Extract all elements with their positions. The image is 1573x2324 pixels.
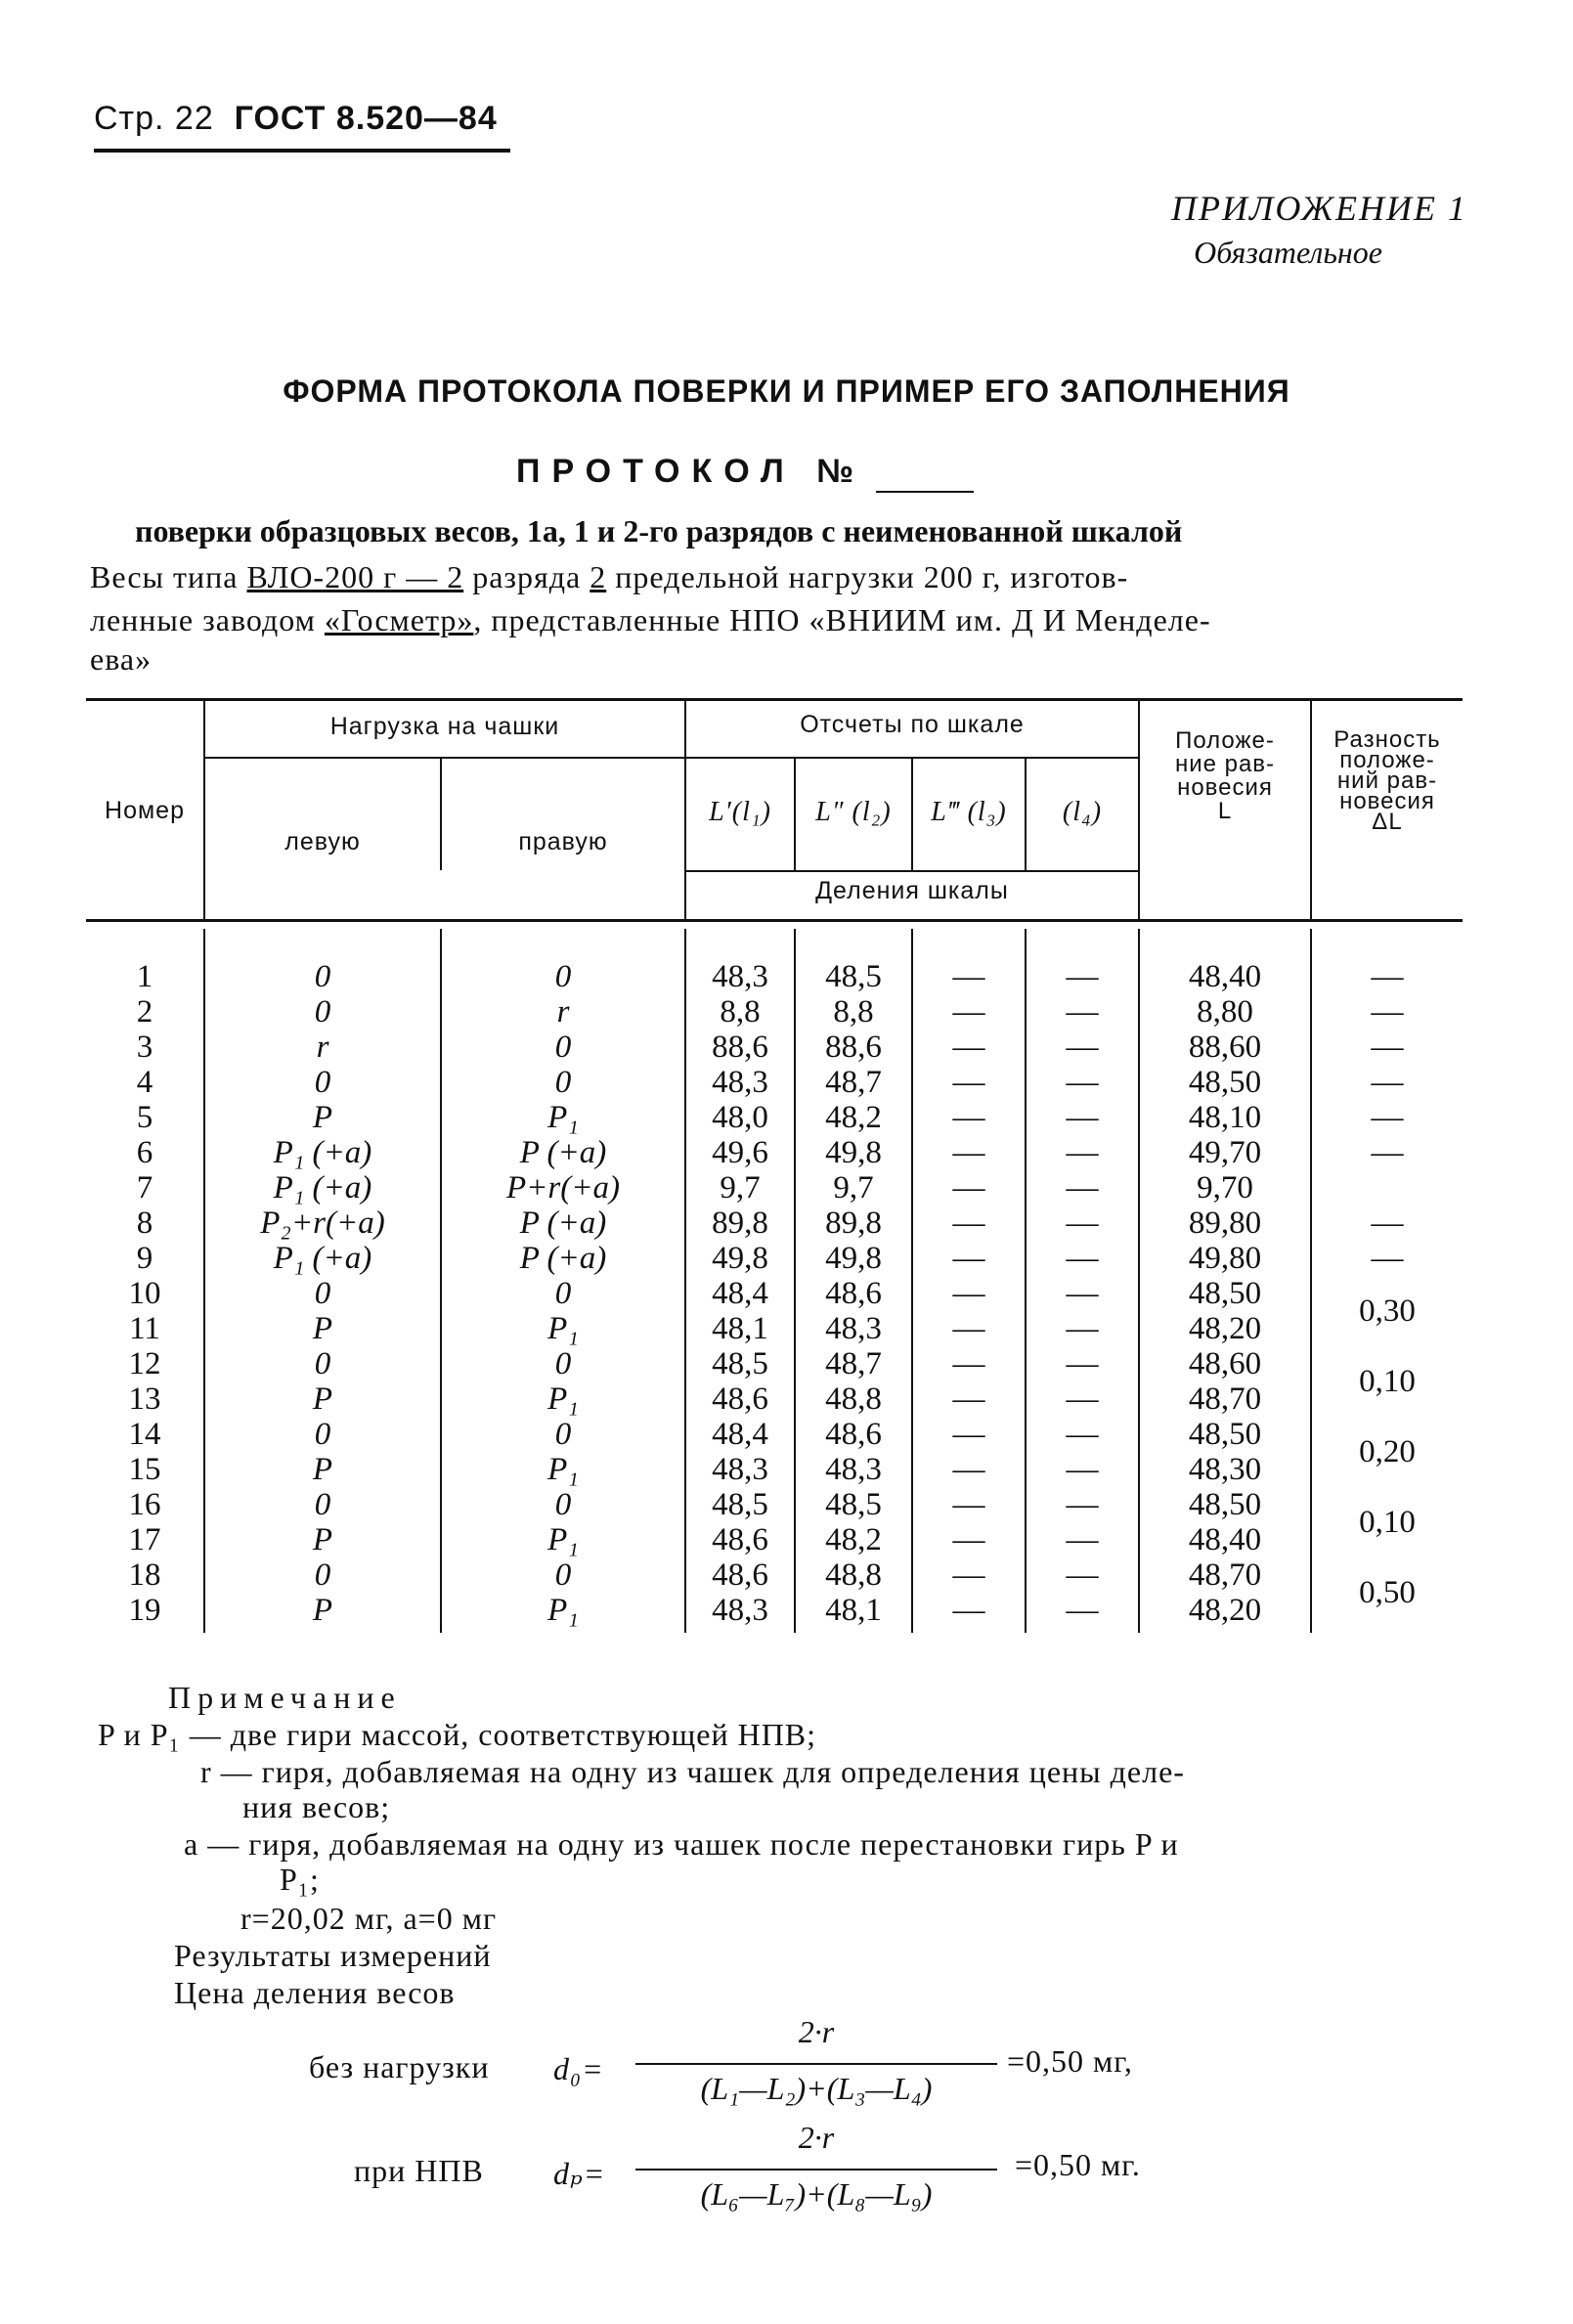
cell-position: 48,50 bbox=[1188, 1487, 1262, 1522]
cell-l1: 49,6 bbox=[712, 1135, 768, 1170]
cell-l2: 89,8 bbox=[825, 1206, 882, 1241]
cell-number: 13 bbox=[128, 1381, 161, 1417]
cell-l2: 48,6 bbox=[825, 1276, 882, 1311]
protocol-subtitle: поверки образцовых весов, 1а, 1 и 2-го разрядов с неименованной шкалой bbox=[135, 513, 1183, 548]
cell-left-load: 0 bbox=[314, 994, 331, 1030]
cell-l1: 49,8 bbox=[712, 1241, 768, 1276]
cell-l1: 48,4 bbox=[712, 1417, 768, 1452]
cell-l2: 48,2 bbox=[825, 1522, 882, 1557]
cell-position: 9,70 bbox=[1197, 1170, 1253, 1206]
cell-right-load: 0 bbox=[554, 1030, 572, 1065]
cell-diff: — bbox=[1371, 1206, 1404, 1241]
cell-l4: — bbox=[1066, 1170, 1099, 1206]
cell-number: 2 bbox=[136, 994, 153, 1030]
formula-2-numerator: 2·r bbox=[798, 2120, 835, 2155]
cell-right-load: 0 bbox=[554, 959, 572, 994]
cell-l2: 8,8 bbox=[833, 994, 874, 1030]
cell-diff: 0,10 bbox=[1359, 1364, 1416, 1399]
cell-l1: 48,6 bbox=[712, 1522, 768, 1557]
protocol-title: ПРОТОКОЛ № bbox=[516, 453, 866, 490]
cell-l3: — bbox=[952, 1593, 985, 1628]
cell-l3: — bbox=[952, 1276, 985, 1311]
protocol-number-blank bbox=[876, 491, 974, 493]
cell-diff: 0,30 bbox=[1359, 1294, 1416, 1329]
cell-l3: — bbox=[952, 1557, 985, 1593]
cell-right-load: r bbox=[556, 994, 570, 1030]
cell-position: 48,30 bbox=[1188, 1452, 1262, 1487]
results-label: Результаты измерений bbox=[174, 1938, 492, 1973]
formula-2-bar bbox=[635, 2169, 997, 2171]
cell-l2: 48,3 bbox=[825, 1452, 882, 1487]
cell-l4: — bbox=[1066, 1065, 1099, 1100]
cell-right-load: P₁ bbox=[547, 1311, 579, 1346]
cell-l4: — bbox=[1066, 1557, 1099, 1593]
cell-number: 11 bbox=[129, 1311, 160, 1346]
cell-l3: — bbox=[952, 1170, 985, 1206]
th-l2: L″ (l₂) bbox=[815, 797, 892, 827]
cell-l3: — bbox=[952, 1241, 985, 1276]
cell-l1: 48,3 bbox=[712, 1065, 768, 1100]
cell-l3: — bbox=[952, 959, 985, 994]
cell-l4: — bbox=[1066, 959, 1099, 994]
cell-number: 15 bbox=[128, 1452, 161, 1487]
cell-l3: — bbox=[952, 994, 985, 1030]
cell-l1: 48,1 bbox=[712, 1311, 768, 1346]
cell-l3: — bbox=[952, 1346, 985, 1381]
cell-l4: — bbox=[1066, 994, 1099, 1030]
cell-l1: 48,3 bbox=[712, 959, 768, 994]
cell-l4: — bbox=[1066, 1452, 1099, 1487]
cell-position: 48,50 bbox=[1188, 1065, 1262, 1100]
header-rule-1 bbox=[205, 757, 1138, 759]
page-header bbox=[94, 100, 498, 138]
standard-code: ГОСТ 8.520—84 bbox=[234, 100, 498, 137]
cell-l3: — bbox=[952, 1452, 985, 1487]
cell-l1: 48,4 bbox=[712, 1276, 768, 1311]
note-2b: ния весов; bbox=[242, 1789, 391, 1824]
cell-left-load: 0 bbox=[314, 1557, 331, 1593]
cell-diff: — bbox=[1371, 1135, 1404, 1170]
cell-position: 48,20 bbox=[1188, 1593, 1262, 1628]
cell-l3: — bbox=[952, 1206, 985, 1241]
division-label: Цена деления весов bbox=[174, 1975, 456, 2010]
cell-left-load: P₁ (+a) bbox=[273, 1135, 372, 1170]
cell-left-load: r bbox=[316, 1030, 329, 1065]
cell-position: 49,80 bbox=[1188, 1241, 1262, 1276]
formula-1-numerator: 2·r bbox=[798, 2014, 835, 2049]
cell-number: 17 bbox=[128, 1522, 161, 1557]
cell-number: 6 bbox=[136, 1135, 153, 1170]
cell-l4: — bbox=[1066, 1241, 1099, 1276]
page-number: Стр. 22 bbox=[94, 100, 214, 137]
cell-position: 89,80 bbox=[1188, 1206, 1262, 1241]
cell-l3: — bbox=[952, 1100, 985, 1135]
cell-position: 48,50 bbox=[1188, 1417, 1262, 1452]
cell-l2: 49,8 bbox=[825, 1241, 882, 1276]
cell-number: 3 bbox=[136, 1030, 153, 1065]
cell-diff: 0,20 bbox=[1359, 1434, 1416, 1469]
cell-l1: 48,6 bbox=[712, 1557, 768, 1593]
cell-l2: 48,7 bbox=[825, 1346, 882, 1381]
note-3a: a — гиря, добавляемая на одну из чашек после перестановки гирь P и bbox=[184, 1826, 1179, 1862]
cell-l1: 48,3 bbox=[712, 1593, 768, 1628]
intro-line-2: ленные заводом «Госметр», представленные НПО «ВНИИМ им. Д И Менделе- bbox=[90, 602, 1211, 637]
cell-l1: 9,7 bbox=[720, 1170, 761, 1206]
cell-position: 48,70 bbox=[1188, 1557, 1262, 1593]
cell-right-load: 0 bbox=[554, 1065, 572, 1100]
cell-right-load: P₁ bbox=[547, 1100, 579, 1135]
cell-l4: — bbox=[1066, 1100, 1099, 1135]
cell-left-load: P bbox=[312, 1452, 333, 1487]
th-position: Положе- ние рав- новесия L bbox=[1174, 727, 1276, 824]
cell-number: 12 bbox=[128, 1346, 161, 1381]
form-title: ФОРМА ПРОТОКОЛА ПОВЕРКИ И ПРИМЕР ЕГО ЗАПОЛНЕНИЯ bbox=[283, 373, 1290, 409]
cell-l4: — bbox=[1066, 1206, 1099, 1241]
cell-number: 9 bbox=[136, 1241, 153, 1276]
cell-l1: 48,3 bbox=[712, 1452, 768, 1487]
cell-left-load: P bbox=[312, 1311, 333, 1346]
cell-l1: 48,6 bbox=[712, 1381, 768, 1417]
cell-left-load: 0 bbox=[314, 1417, 331, 1452]
header-rule-2 bbox=[684, 870, 1138, 872]
cell-left-load: P₁ (+a) bbox=[273, 1241, 372, 1276]
cell-l3: — bbox=[952, 1135, 985, 1170]
cell-l1: 48,5 bbox=[712, 1346, 768, 1381]
cell-l4: — bbox=[1066, 1593, 1099, 1628]
cell-position: 48,10 bbox=[1188, 1100, 1262, 1135]
cell-number: 8 bbox=[136, 1206, 153, 1241]
th-diff: Разность положе- ний рав- новесия ΔL bbox=[1333, 726, 1441, 835]
cell-position: 48,50 bbox=[1188, 1276, 1262, 1311]
cell-l1: 89,8 bbox=[712, 1206, 768, 1241]
formula-1-label: без нагрузки bbox=[309, 2049, 490, 2084]
cell-l4: — bbox=[1066, 1346, 1099, 1381]
th-l4: (l₄) bbox=[1062, 797, 1103, 827]
cell-diff: — bbox=[1371, 1100, 1404, 1135]
cell-right-load: P (+a) bbox=[519, 1241, 607, 1276]
factory-name: «Госметр» bbox=[324, 602, 474, 637]
appendix-title: ПРИЛОЖЕНИЕ 1 bbox=[1171, 189, 1467, 228]
cell-l1: 88,6 bbox=[712, 1030, 768, 1065]
cell-l4: — bbox=[1066, 1522, 1099, 1557]
cell-number: 4 bbox=[136, 1065, 153, 1100]
cell-left-load: 0 bbox=[314, 1346, 331, 1381]
th-right: правую bbox=[518, 828, 608, 855]
cell-diff: — bbox=[1371, 1241, 1404, 1276]
th-l1: L′(l₁) bbox=[709, 797, 771, 827]
formula-1-result: =0,50 мг, bbox=[1007, 2043, 1133, 2079]
formula-1-bar bbox=[635, 2063, 997, 2065]
cell-l4: — bbox=[1066, 1381, 1099, 1417]
table-top-rule bbox=[86, 698, 1463, 701]
cell-l2: 9,7 bbox=[833, 1170, 874, 1206]
cell-right-load: P (+a) bbox=[519, 1206, 607, 1241]
cell-l1: 8,8 bbox=[720, 994, 761, 1030]
cell-l3: — bbox=[952, 1030, 985, 1065]
cell-number: 19 bbox=[128, 1593, 161, 1628]
cell-l2: 48,5 bbox=[825, 1487, 882, 1522]
cell-right-load: P (+a) bbox=[519, 1135, 607, 1170]
cell-l3: — bbox=[952, 1311, 985, 1346]
cell-right-load: 0 bbox=[554, 1487, 572, 1522]
cell-l2: 88,6 bbox=[825, 1030, 882, 1065]
cell-diff: — bbox=[1371, 994, 1404, 1030]
cell-l3: — bbox=[952, 1417, 985, 1452]
th-readings: Отсчеты по шкале bbox=[800, 711, 1025, 738]
cell-number: 7 bbox=[136, 1170, 153, 1206]
cell-l4: — bbox=[1066, 1311, 1099, 1346]
cell-l2: 48,2 bbox=[825, 1100, 882, 1135]
cell-diff: — bbox=[1371, 959, 1404, 994]
cell-left-load: P bbox=[312, 1100, 333, 1135]
cell-right-load: P₁ bbox=[547, 1522, 579, 1557]
cell-l2: 48,8 bbox=[825, 1381, 882, 1417]
cell-right-load: P₁ bbox=[547, 1381, 579, 1417]
cell-l4: — bbox=[1066, 1030, 1099, 1065]
cell-left-load: P bbox=[312, 1522, 333, 1557]
cell-position: 48,40 bbox=[1188, 959, 1262, 994]
th-divisions: Деления шкалы bbox=[815, 877, 1009, 904]
cell-number: 1 bbox=[136, 959, 153, 994]
formula-2-result: =0,50 мг. bbox=[1015, 2147, 1141, 2182]
cell-l3: — bbox=[952, 1381, 985, 1417]
cell-l1: 48,0 bbox=[712, 1100, 768, 1135]
cell-left-load: P₁ (+a) bbox=[273, 1170, 372, 1206]
cell-l4: — bbox=[1066, 1417, 1099, 1452]
cell-l1: 48,5 bbox=[712, 1487, 768, 1522]
note-1: P и P₁ — две гири массой, соответствующей НПВ; bbox=[98, 1717, 817, 1752]
cell-left-load: P₂+r(+a) bbox=[260, 1206, 385, 1241]
cell-diff: — bbox=[1371, 1065, 1404, 1100]
note-4: r=20,02 мг, a=0 мг bbox=[240, 1901, 498, 1936]
cell-number: 5 bbox=[136, 1100, 153, 1135]
cell-left-load: 0 bbox=[314, 959, 331, 994]
cell-right-load: P₁ bbox=[547, 1593, 579, 1628]
cell-l2: 48,5 bbox=[825, 959, 882, 994]
header-rule bbox=[94, 149, 510, 153]
cell-l3: — bbox=[952, 1065, 985, 1100]
note-title: Примечание bbox=[168, 1680, 402, 1715]
cell-left-load: 0 bbox=[314, 1487, 331, 1522]
cell-l4: — bbox=[1066, 1135, 1099, 1170]
cell-number: 18 bbox=[128, 1557, 161, 1593]
th-load: Нагрузка на чашки bbox=[329, 713, 560, 740]
cell-l2: 49,8 bbox=[825, 1135, 882, 1170]
cell-number: 16 bbox=[128, 1487, 161, 1522]
cell-l2: 48,8 bbox=[825, 1557, 882, 1593]
cell-position: 8,80 bbox=[1197, 994, 1253, 1030]
note-3b: P₁; bbox=[280, 1862, 320, 1897]
formula-1-var: d₀= bbox=[553, 2051, 604, 2086]
formula-2-var: dₚ= bbox=[553, 2156, 606, 2191]
cell-right-load: 0 bbox=[554, 1557, 572, 1593]
intro-line-3: ева» bbox=[90, 641, 153, 677]
th-l3: L‴ (l₃) bbox=[931, 797, 1007, 827]
cell-right-load: P₁ bbox=[547, 1452, 579, 1487]
formula-1-denominator: (L₁—L₂)+(L₃—L₄) bbox=[700, 2071, 933, 2106]
appendix-status: Обязательное bbox=[1194, 235, 1382, 270]
th-left: левую bbox=[284, 828, 361, 855]
cell-left-load: P bbox=[312, 1593, 333, 1628]
cell-l2: 48,3 bbox=[825, 1311, 882, 1346]
intro-line-1: Весы типа ВЛО-200 г — 2 разряда 2 предельной нагрузки 200 г, изготов- bbox=[90, 559, 1129, 594]
cell-right-load: 0 bbox=[554, 1346, 572, 1381]
th-number: Номер bbox=[105, 797, 185, 824]
cell-diff: — bbox=[1371, 1030, 1404, 1065]
cell-l4: — bbox=[1066, 1276, 1099, 1311]
cell-position: 48,20 bbox=[1188, 1311, 1262, 1346]
scale-type: ВЛО-200 г — 2 bbox=[246, 559, 464, 594]
cell-number: 14 bbox=[128, 1417, 161, 1452]
cell-l4: — bbox=[1066, 1487, 1099, 1522]
cell-left-load: 0 bbox=[314, 1065, 331, 1100]
cell-position: 88,60 bbox=[1188, 1030, 1262, 1065]
cell-right-load: 0 bbox=[554, 1276, 572, 1311]
formula-2-denominator: (L₆—L₇)+(L₈—L₉) bbox=[700, 2176, 933, 2212]
cell-right-load: P+r(+a) bbox=[505, 1170, 620, 1206]
header-bottom-rule bbox=[86, 919, 1463, 922]
cell-diff: 0,10 bbox=[1359, 1505, 1416, 1540]
scale-grade: 2 bbox=[590, 559, 607, 594]
cell-right-load: 0 bbox=[554, 1417, 572, 1452]
cell-l2: 48,7 bbox=[825, 1065, 882, 1100]
cell-l2: 48,1 bbox=[825, 1593, 882, 1628]
cell-left-load: P bbox=[312, 1381, 333, 1417]
cell-l2: 48,6 bbox=[825, 1417, 882, 1452]
cell-position: 48,60 bbox=[1188, 1346, 1262, 1381]
cell-position: 49,70 bbox=[1188, 1135, 1262, 1170]
cell-position: 48,70 bbox=[1188, 1381, 1262, 1417]
formula-2-label: при НПВ bbox=[354, 2153, 484, 2188]
cell-l3: — bbox=[952, 1522, 985, 1557]
cell-number: 10 bbox=[128, 1276, 161, 1311]
cell-left-load: 0 bbox=[314, 1276, 331, 1311]
cell-diff: 0,50 bbox=[1359, 1575, 1416, 1610]
cell-position: 48,40 bbox=[1188, 1522, 1262, 1557]
cell-l3: — bbox=[952, 1487, 985, 1522]
note-2a: r — гиря, добавляемая на одну из чашек для определения цены деле- bbox=[200, 1754, 1185, 1789]
